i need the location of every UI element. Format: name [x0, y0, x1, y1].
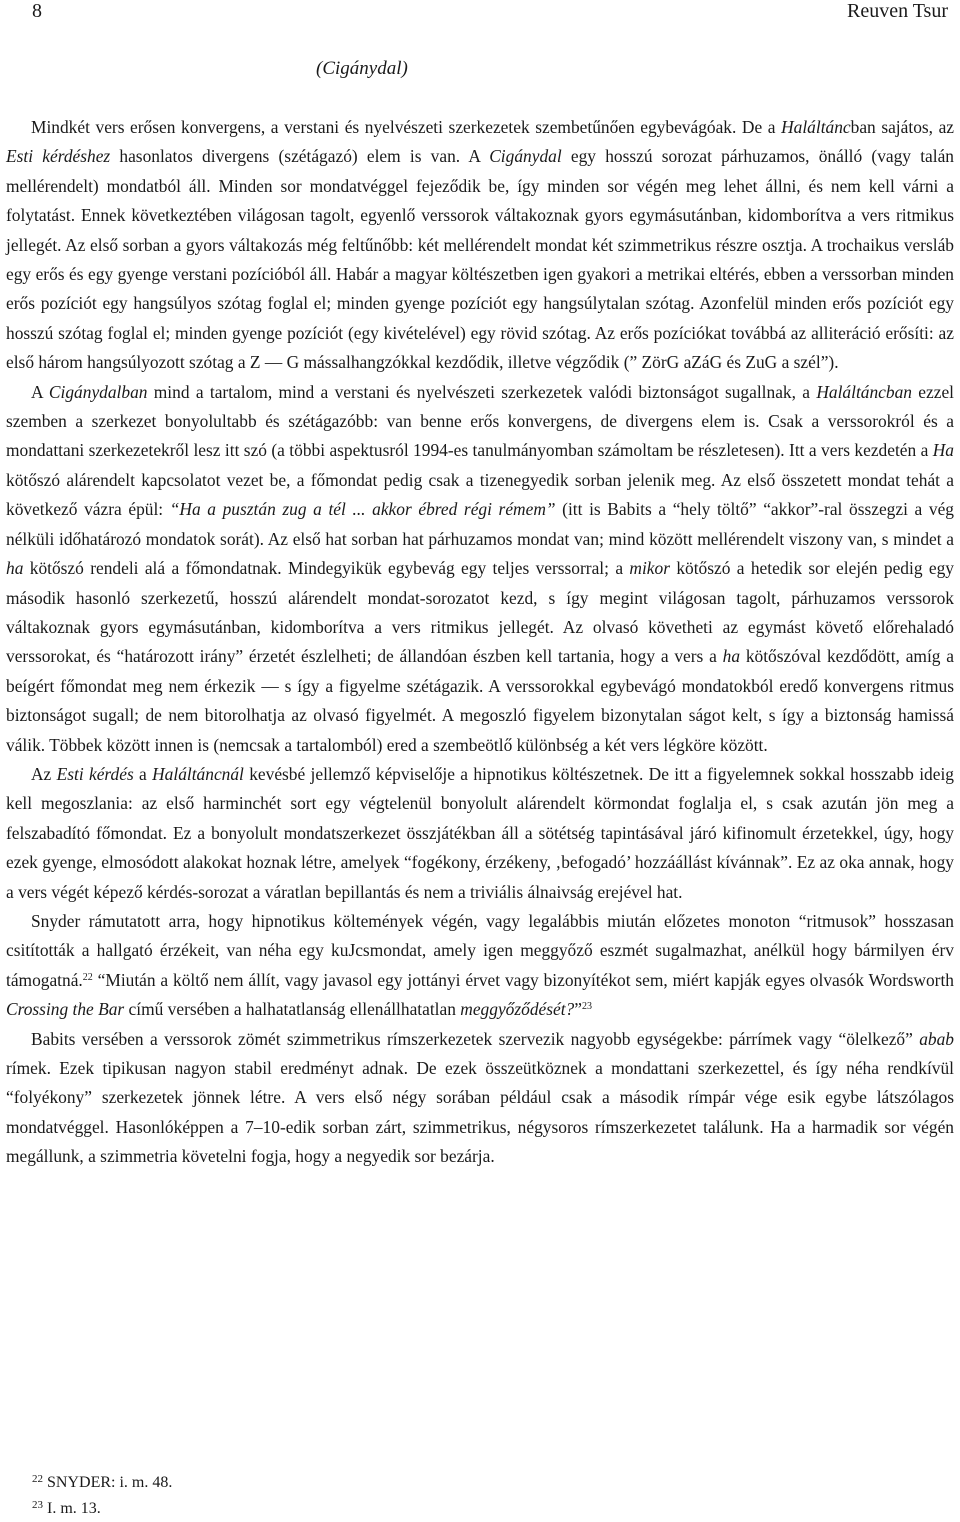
- text-run: (itt is Babits a “hely töltő” “akkor”-ral összegzi a vég nélküli időhatározó mondatok sorát). Az első hat sorban hat párhuzamos mondat van; mind között mellérendelt viszony van, s mindet a: [6, 499, 954, 549]
- italic-word: ha: [722, 646, 741, 667]
- italic-word: Ha: [932, 440, 954, 461]
- italic-title: Haláltánc: [781, 117, 851, 137]
- footnote-item: [32, 1470, 172, 1496]
- text-run: kötőszóval kezdődött, amíg a beígért főmondat meg nem érkezik — s így a figyelme szétágazik. A verssorokkal egybevágó mondatokból eredő konvergens ritmus biztonságot sugall; de nem bitorolhatja az olvasó figyelmét. A megoszló figyelem bizonytalan ságot kelt, s így a biztonság hamissá válik. Többek között innen is (nemcsak a tartalomból) ered a szembeötlő különbség a két vers légköre között.: [6, 646, 954, 755]
- footnote-text: SNYDER: i. m. 48.: [47, 1474, 173, 1491]
- italic-title: Esti kérdéshez: [6, 146, 111, 167]
- italic-title: Cigánydal: [489, 146, 562, 167]
- footnote-number: 23: [32, 1499, 43, 1511]
- text-run: ezzel szemben a szerkezet bonyolultabb és szétágazóbb: van benne erős konvergens, de divergens elem is. Csak a verssorokról és a mondattani szerkezetekről lesz itt szó (a többi aspektusról 1994-es tanulmányomban számoltam be részletesen). Itt a vers kezdetén a: [6, 381, 954, 461]
- italic-title: Crossing the Bar: [6, 999, 125, 1020]
- italic-title: Haláltáncnál: [152, 763, 244, 784]
- text-run: egy hosszú sorozat párhuzamos, önálló (vagy talán mellérendelt) mondatból áll. Minden sor mondatvéggel fejeződik be, így minden sor végén meg lehet állni, és nem kell várni a folytatást. Ennek következtében világosan tagolt, egyenlő verssorok váltakoznak gyors egymásutánban, kidomborítva a vers ritmikus jellegét. Az első sorban a gyors váltakozás még feltűnőbb: két mellérendelt mondat két szimmetrikus részre osztja. A trochaikus versláb egy erős és egy gyenge verstani pozícióból áll. Habár a magyar költészetben igen gyakori a metrikai eltérés, ebben a verssorban minden erős pozíciót egy hangsúlyos szótag foglal el; minden gyenge pozíciót egy hangsúlytalan szótag. Azonfelül minden erős pozíciót egy hosszú szótag foglal el; minden gyenge pozíciót (egy kivételével) egy rövid szótag. Az erős pozíciókat továbbá az alliteráció erősíti: az első három hangsúlyozott szótag a Z — G mássalhangzókkal kezdődik, illetve végződik (” ZörG aZáG és ZuG a szél”).: [6, 146, 955, 373]
- paragraph-3: [6, 760, 954, 907]
- italic-title: Haláltáncban: [816, 381, 912, 402]
- italic-word: mikor: [629, 558, 670, 579]
- text-run: kevésbé jellemző képviselője a hipnotikus költészetnek. De itt a figyelemnek sokkal hosszabb ideig kell megoszlania: az első harminchét sort egy végtelenül bonyolult alárendelt körmondat foglalja el, s csak azután jön meg a felszabadító főmondat. Ez a bonyolult mondatszerkezet összjátékban áll a sötétség tapintásával járó kifinomult érzetekkel, úgy, hogy ezek gyenge, elmosódott alakokat hoznak létre, amelyek “fogékony, érzékeny, ‚befogadó’ hozzáállást kívánnak”. Ez az oka annak, hogy a vers végét képező kérdés-sorozat a váratlan bepillantás és nem a triviális álnaivság erejével hat.: [6, 763, 954, 902]
- footnote-ref[interactable]: 23: [582, 1001, 592, 1013]
- paragraph-5: [6, 1025, 954, 1172]
- footnotes: [32, 1470, 172, 1522]
- text-run: című versében a halhatatlanság ellenállhatatlan: [124, 999, 461, 1020]
- text-run: kötőszó alárendelt kapcsolatot vezet be, a főmondat pedig csak a tizenegyedik sorban jelenik meg. Az első összetett mondat tehát a következő vázra épül:: [6, 469, 954, 520]
- footnote-item: [32, 1496, 172, 1522]
- text-run: Babits versében a verssorok zömét szimmetrikus rímszerkezetek szervezik nagyobb egységekbe: párrímek vagy “ölelkező”: [31, 1028, 920, 1049]
- text-run: Mindkét vers erősen konvergens, a verstani és nyelvészeti szerkezetek szembetűnően egybevágóak. De a: [31, 117, 782, 137]
- italic-word: meggyőződését?: [460, 999, 575, 1020]
- footnote-number: 22: [32, 1473, 43, 1485]
- text-run: kötőszó a hetedik sor elején pedig egy második hasonló szerkezetű, hosszú alárendelt mondat-sorozatot kezd, s így megint világosan tagolt, párhuzamos verssorok váltakoznak gyors egymásutánban, kidomborítva a vers ritmikus jellegét. Az olvasó követheti az egymást követő előrehaladó verssorokat, és “határozott irány” érzetét észlelheti; de állandóan észben kell tartania, hogy a vers a: [6, 558, 954, 667]
- text-run: A: [31, 381, 49, 402]
- page-number: 8: [32, 0, 42, 22]
- text-run: rímek. Ezek tipikusan nagyon stabil eredményt adnak. De ezek összeütköznek a mondattani szerkezettel, és így néha rendkívül “folyékony” szerkezetek jönnek létre. A vers első négy sorában például csak a második rímpár vége esik egybe látszólagos mondatvéggel. Hasonlóképpen a 7–10-edik sorban zárt, szimmetrikus, négysoros rímszerkezetet találunk. Ha a harmadik sor végén megállunk, a szimmetria követelni fogja, hogy a negyedik sor bezárja.: [6, 1058, 954, 1167]
- italic-title: Esti kérdés: [56, 763, 134, 784]
- text-run: mind a tartalom, mind a verstani és nyelvészeti szerkezetek valódi biztonságot sugallnak, a: [147, 381, 817, 402]
- italic-word: ha: [6, 558, 24, 579]
- paragraph-2: [6, 378, 954, 760]
- text-run: a: [133, 763, 153, 784]
- text-run: ban sajátos, az: [850, 117, 955, 137]
- text-run: Az: [31, 763, 57, 784]
- text-run: Snyder rámutatott arra, hogy hipnotikus költemények végén, vagy legalábbis miután előzetes monoton “ritmusok” hosszasan csitították a hallgató érzékeit, van néha egy kuJcsmondat, amely igen meggyőző eszmét sugalmazhat, anélkül hogy bármilyen érv támogatná.: [6, 910, 954, 990]
- italic-quote: “Ha a pusztán zug a tél ... akkor ébred régi rémem”: [169, 499, 556, 520]
- italic-word: abab: [919, 1028, 954, 1049]
- footnote-text: I. m. 13.: [47, 1500, 101, 1517]
- page-header: [0, 0, 960, 30]
- text-run: kötőszó rendeli alá a főmondatnak. Mindegyikük egybevág egy teljes verssorral; a: [23, 558, 630, 579]
- poem-title: (Cigánydal): [316, 58, 408, 79]
- paragraph-1: [6, 113, 954, 378]
- paragraph-4: [6, 907, 954, 1025]
- text-run: ”: [574, 999, 582, 1020]
- italic-title: Cigánydalban: [48, 381, 148, 402]
- text-run: hasonlatos divergens (szétágazó) elem is van. A: [110, 146, 490, 167]
- footnote-ref[interactable]: 22: [82, 971, 93, 983]
- body-text: [6, 113, 954, 1172]
- text-run: “Miután a költő nem állít, vagy javasol egy jottányi érvet vagy bizonyítékot sem, miért kapják egyes olvasók Wordsworth: [92, 969, 954, 990]
- running-head-author: Reuven Tsur: [847, 0, 948, 22]
